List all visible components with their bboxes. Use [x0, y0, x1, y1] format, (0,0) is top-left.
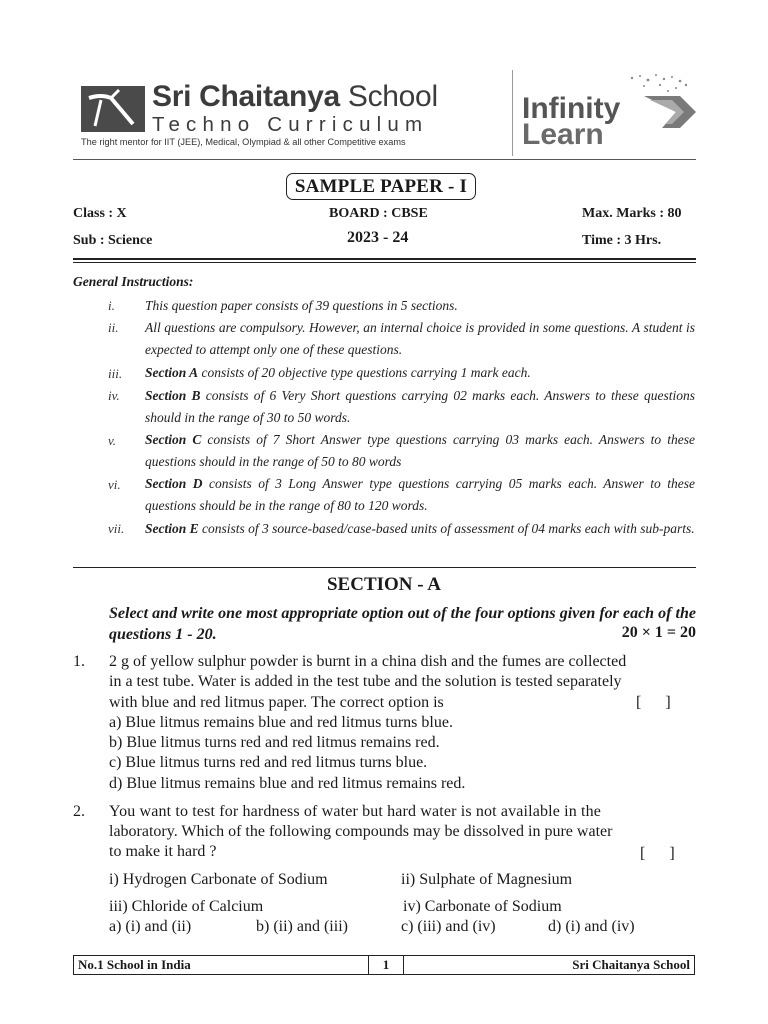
header-rule: [73, 159, 696, 160]
instruction-section-name: Section C: [145, 432, 202, 447]
question-stem-line: 2 g of yellow sulphur powder is burnt in a china dish and the fumes are collected: [109, 653, 627, 670]
partner-logo-bottom: Learn: [522, 118, 604, 151]
brand-tagline: The right mentor for IIT (JEE), Medical, Olympiad & all other Competitive exams: [81, 137, 406, 147]
school-logo: [81, 86, 145, 132]
header-divider: [512, 70, 513, 156]
question-item: ii) Sulphate of Magnesium: [401, 871, 573, 888]
partner-logo-top: Infinity: [522, 92, 621, 125]
footer-left: No.1 School in India: [74, 956, 369, 974]
class-label: Class : X: [73, 206, 127, 221]
answer-option: c) Blue litmus turns red and red litmus turns blue.: [109, 754, 428, 771]
answer-option: b) Blue litmus turns red and red litmus remains red.: [109, 734, 440, 751]
question-stem-line: to make it hard ?: [109, 843, 217, 860]
brand-name: [152, 80, 438, 114]
question-item: iv) Carbonate of Sodium: [403, 898, 562, 915]
partner-arrow-icon: [622, 72, 698, 134]
brand-subtitle: Techno Curriculum: [152, 113, 429, 136]
instruction-number: iv.: [108, 388, 120, 403]
instruction-item: [145, 317, 695, 361]
instruction-text: This question paper consists of 39 questions in 5 sections.: [145, 298, 458, 313]
time-label: Time : 3 Hrs.: [582, 233, 662, 248]
question-number: 2.: [73, 803, 85, 820]
instructions-title: General Instructions:: [73, 274, 194, 289]
title-rule-thin: [73, 262, 696, 263]
instruction-item: [145, 518, 695, 540]
instruction-text: All questions are compulsory. However, an internal choice is provided in some questions. A student is expected to attempt only one of these questions.: [145, 320, 695, 357]
paper-title: SAMPLE PAPER - I: [286, 173, 476, 200]
academic-year: 2023 - 24: [347, 229, 409, 246]
section-title: SECTION - A: [326, 574, 442, 595]
title-rule-thick: [73, 258, 696, 260]
instruction-number: vi.: [108, 477, 121, 492]
section-marks: 20 × 1 = 20: [621, 624, 696, 641]
instruction-section-name: Section D: [145, 476, 203, 491]
instruction-text: consists of 6 Very Short questions carrying 02 marks each. Answers to these questions should in the range of 30 to 50 words.: [145, 388, 695, 425]
subject-label: Sub : Science: [73, 233, 153, 248]
instruction-text: consists of 3 Long Answer type questions carrying 05 marks each. Answer to these questions should be in the range of 80 to 120 words.: [145, 476, 695, 513]
section-rule: [73, 567, 696, 568]
answer-bracket: [ ]: [636, 694, 671, 711]
footer-right: Sri Chaitanya School: [572, 957, 690, 972]
instruction-item: [145, 473, 695, 517]
instruction-item: [145, 362, 695, 384]
brand-name-rest: School: [339, 80, 438, 113]
section-instruction: Select and write one most appropriate option out of the four options given for each of the questions 1 - 20.: [109, 605, 696, 643]
max-marks-label: Max. Marks : 80: [582, 206, 682, 221]
instruction-text: consists of 7 Short Answer type questions carrying 03 marks each. Answers to these questions should in the range of 50 to 80 words: [145, 432, 695, 469]
instruction-section-name: Section E: [145, 521, 199, 536]
page-footer: [73, 955, 695, 975]
question-item: iii) Chloride of Calcium: [109, 898, 264, 915]
question-stem-line: laboratory. Which of the following compounds may be dissolved in pure water: [109, 823, 613, 840]
brand-name-bold: Sri Chaitanya: [152, 80, 340, 113]
instruction-section-name: Section A: [145, 365, 199, 380]
instruction-text: consists of 3 source-based/case-based units of assessment of 04 marks each with sub-parts.: [198, 521, 695, 536]
instruction-item: [145, 385, 695, 429]
answer-bracket: [ ]: [640, 845, 675, 862]
question-stem-line: You want to test for hardness of water but hard water is not available in the: [109, 803, 602, 820]
partner-logo: [522, 92, 621, 151]
instruction-number: i.: [108, 298, 115, 313]
answer-option: b) (ii) and (iii): [256, 918, 348, 935]
answer-option: c) (iii) and (iv): [401, 918, 496, 935]
answer-option: d) (i) and (iv): [548, 918, 635, 935]
answer-option: a) Blue litmus remains blue and red litmus turns blue.: [109, 714, 453, 731]
instruction-section-name: Section B: [145, 388, 201, 403]
instruction-number: ii.: [108, 320, 119, 335]
instruction-item: [145, 429, 695, 473]
question-stem-line: in a test tube. Water is added in the test tube and the solution is tested separately: [109, 673, 622, 690]
question-item: i) Hydrogen Carbonate of Sodium: [109, 871, 328, 888]
instruction-item: [145, 295, 695, 317]
board-label: BOARD : CBSE: [329, 206, 428, 221]
answer-option: d) Blue litmus remains blue and red litmus remains red.: [109, 775, 466, 792]
instruction-text: consists of 20 objective type questions carrying 1 mark each.: [198, 365, 531, 380]
instruction-number: v.: [108, 433, 117, 448]
question-stem-line: with blue and red litmus paper. The correct option is: [109, 694, 444, 711]
instruction-number: vii.: [108, 521, 125, 536]
question-number: 1.: [73, 653, 85, 670]
page-number: 1: [369, 956, 404, 974]
instruction-number: iii.: [108, 366, 123, 381]
answer-option: a) (i) and (ii): [109, 918, 192, 935]
